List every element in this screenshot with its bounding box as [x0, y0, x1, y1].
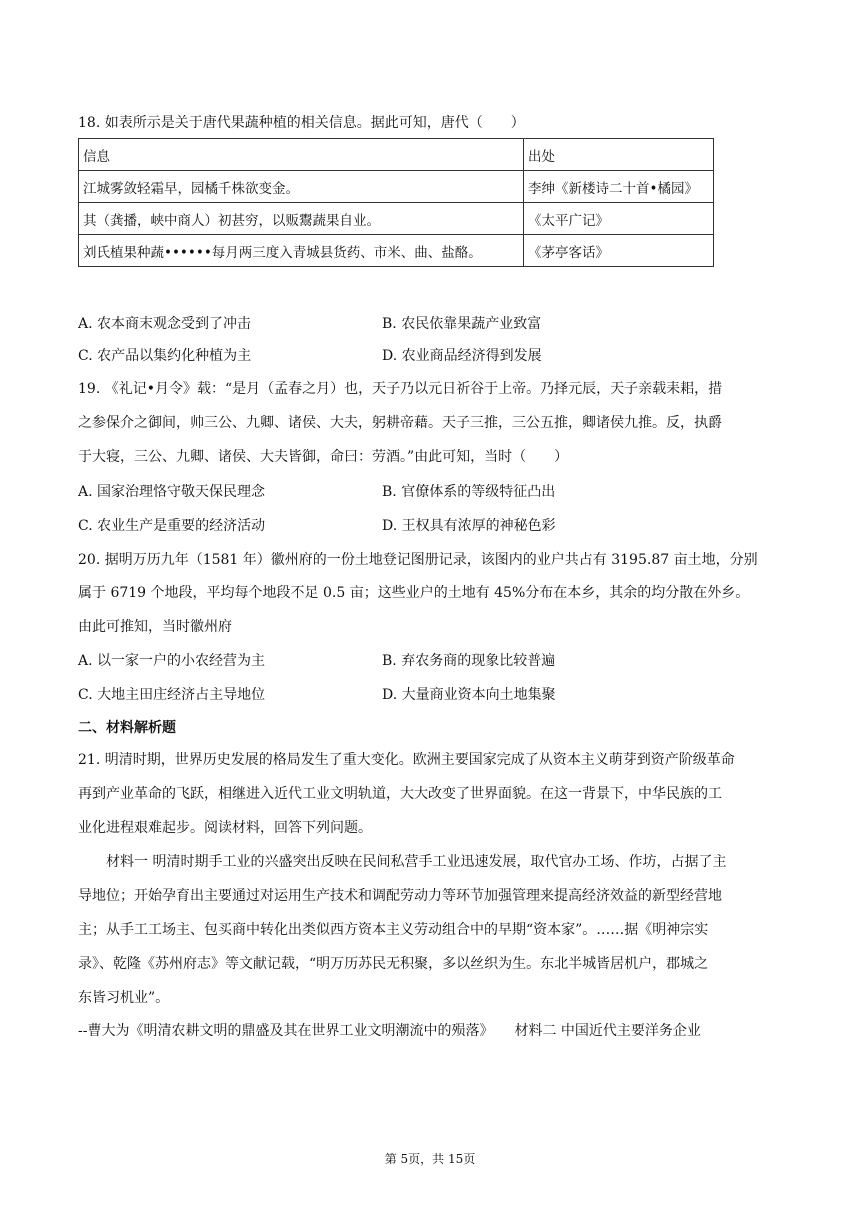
table-cell: 刘氏植果种蔬••••••每月两三度入青城县货药、市米、曲、盐酪。 — [79, 235, 524, 267]
q21-material-line-6: --曹大为《明清农耕文明的鼎盛及其在世界工业文明潮流中的殒落》 材料二 中国近代主要洋务企业 — [78, 1023, 701, 1039]
q20-line-1: 20. 据明万历九年（1581 年）徽州府的一份土地登记图册记录，该图内的业户共占有 3195.87 亩土地，分别 — [78, 552, 758, 568]
q21-line-1: 21. 明清时期，世界历史发展的格局发生了重大变化。欧洲主要国家完成了从资本主义萌芽到资产阶级革命 — [78, 752, 735, 768]
q18-option-a: A. 农本商末观念受到了冲击 — [78, 316, 252, 332]
q20-line-3: 由此可推知，当时徽州府 — [78, 619, 232, 635]
q20-option-c: C. 大地主田庄经济占主导地位 — [78, 687, 266, 703]
q19-line-2: 之参保介之御间，帅三公、九卿、诸侯、大夫，躬耕帝藉。天子三推，三公五推，卿诸侯九推。反，执爵 — [78, 415, 722, 431]
q19-line-3: 于大寝，三公、九卿、诸侯、大夫皆御，命曰：劳酒。”由此可知，当时（ ） — [78, 449, 569, 465]
q18-info-table — [78, 138, 714, 267]
q21-material-line-5: 东皆习机业”。 — [78, 990, 170, 1006]
q18-stem: 18. 如表所示是关于唐代果蔬种植的相关信息。据此可知，唐代（ ） — [78, 115, 525, 131]
page-footer: 第 5页，共 15页 — [384, 1152, 476, 1166]
section-title: 二、材料解析题 — [78, 720, 176, 736]
q19-option-c: C. 农业生产是重要的经济活动 — [78, 518, 266, 534]
table-header-source: 出处 — [524, 139, 714, 171]
q19-option-d: D. 王权具有浓厚的神秘色彩 — [382, 518, 556, 534]
q21-material-line-3: 主；从手工工场主、包买商中转化出类似西方资本主义劳动组合中的早期“资本家”。……据《明神宗实 — [78, 922, 709, 938]
table-row — [79, 171, 714, 203]
q20-option-d: D. 大量商业资本向土地集聚 — [382, 687, 556, 703]
table-cell: 《茅亭客话》 — [524, 235, 714, 267]
table-header-info: 信息 — [79, 139, 524, 171]
q19-line-1: 19. 《礼记•月令》载：“是月（孟春之月）也，天子乃以元日祈谷于上帝。乃择元辰，天子亲载耒耜，措 — [78, 381, 723, 397]
q21-material-line-1: 材料一 明清时期手工业的兴盛突出反映在民间私营手工业迅速发展，取代官办工场、作坊，占据了主 — [78, 854, 727, 870]
q20-line-2: 属于 6719 个地段，平均每个地段不足 0.5 亩；这些业户的土地有 45%分布在本乡，其余的均分散在外乡。 — [78, 585, 750, 601]
table-row — [79, 203, 714, 235]
q21-material-line-2: 导地位；开始孕育出主要通过对运用生产技术和调配劳动力等环节加强管理来提高经济效益的新型经营地 — [78, 888, 722, 904]
q20-option-a: A. 以一家一户的小农经营为主 — [78, 653, 266, 669]
q18-option-d: D. 农业商品经济得到发展 — [382, 348, 542, 364]
q19-option-b: B. 官僚体系的等级特征凸出 — [382, 484, 556, 500]
q20-option-b: B. 弃农务商的现象比较普遍 — [382, 653, 556, 669]
q18-option-b: B. 农民依靠果蔬产业致富 — [382, 316, 542, 332]
q19-option-a: A. 国家治理恪守敬天保民理念 — [78, 484, 266, 500]
q21-material-line-4: 录》、乾隆《苏州府志》等文献记载，“明万历苏民无积聚，多以丝织为生。东北半城皆居机户，郡城之 — [78, 956, 709, 972]
table-cell: 《太平广记》 — [524, 203, 714, 235]
q18-option-c: C. 农产品以集约化种植为主 — [78, 348, 252, 364]
table-cell: 李绅《新楼诗二十首•橘园》 — [524, 171, 714, 203]
table-header-row — [79, 139, 714, 171]
table-row — [79, 235, 714, 267]
table-cell: 江城雾敛轻霜早，园橘千株欲变金。 — [79, 171, 524, 203]
table-cell: 其（龚播，峡中商人）初甚穷，以贩鬻蔬果自业。 — [79, 203, 524, 235]
q21-line-2: 再到产业革命的飞跃，相继进入近代工业文明轨道，大大改变了世界面貌。在这一背景下，中华民族的工 — [78, 786, 722, 802]
q21-line-3: 业化进程艰难起步。阅读材料，回答下列问题。 — [78, 820, 372, 836]
